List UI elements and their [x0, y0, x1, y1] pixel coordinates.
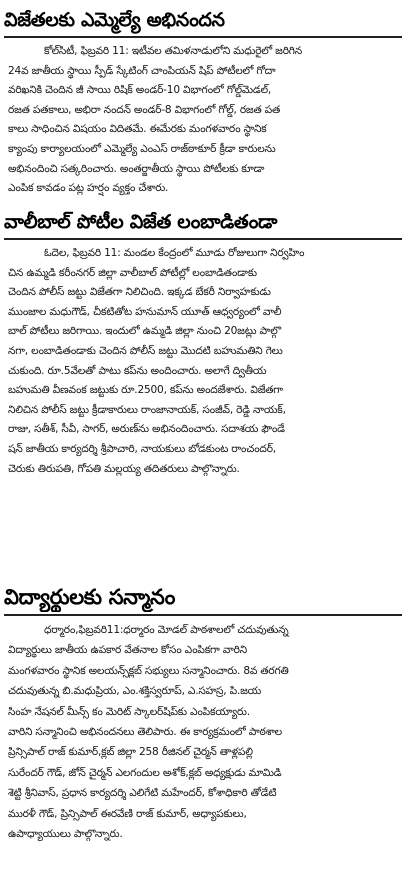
headline: వాలీబాల్ పోటీల విజేత లంబాడితండా: [4, 211, 278, 233]
article-body: [0, 42, 406, 199]
article-volleyball-winners: [0, 208, 406, 479]
text-line: సురేందర్ గౌడ్, జోన్ చైర్మన్ ఎలగందుల అశోక్,క్లబ్ అధ్యక్షుడు మామిడి: [8, 766, 282, 779]
text-line: వారిని సన్మానించి అభినందనలు తెలిపారు. ఈ కార్యక్రమంలో పాఠశాల: [8, 726, 282, 739]
article-body: [0, 244, 406, 479]
text-line: నగా, లంబాడితండాకు చెందిన పోలీస్ జట్టు మొదటి బహుమతిని గెలు: [8, 344, 283, 357]
headline: విజేతలకు ఎమ్మెల్యే అభినందన: [4, 9, 225, 31]
text-line: షన్ జాతీయ కార్యదర్శి శ్రీపాచారి, నాయకులు బోడకుంట రాంచందర్,: [8, 442, 276, 455]
text-line: బహుమతి వీణవంక జట్టుకు రూ.2500, కప్‌ను అందజేశారు. విజేతగా: [8, 384, 283, 397]
text-line: విద్యార్థులు జాతీయ ఉపకార వేతనాల కోసం ఎంపికగా వారిని: [8, 644, 247, 657]
text-line: కోల్‌సిటీ, ఫిబ్రవరి 11: ఇటీవల తమిళనాడులోని మధురైలో జరిగిన: [44, 45, 303, 57]
text-line: చెందిన పోలీస్ జట్టు విజేతగా నిలిచింది. ఇక్కడ బేకరీ నిర్వాహకుడు: [8, 286, 271, 299]
headline-underline: [4, 36, 402, 38]
headline: విద్యార్థులకు సన్మానం: [4, 585, 176, 609]
text-line: చెరుకు తిరుపతి, గోపతి మల్లయ్య తదితరులు పాల్గొన్నారు.: [8, 462, 240, 475]
text-line: చిన ఉమ్మడి కరీంనగర్ జిల్లా వాలీబాల్ పోటీల్లో లంబాడితండాకు: [8, 266, 257, 279]
headline-underline: [4, 238, 402, 240]
text-line: మంగళవారం స్థానిక అలయన్స్‌క్లబ్ సభ్యులు సన్మానించారు. 8వ తరగతి: [8, 664, 289, 677]
text-line: రాజు, సతీశ్, సీవీ, సాగర్, అరుణ్‌ను అభినందించారు. సదాశయ ఫౌండే: [8, 423, 285, 436]
text-line: ఎంపిక కావడం పట్ల హర్షం వ్యక్తం చేశారు.: [8, 182, 169, 195]
text-line: ధర్మారం,ఫిబ్రవరి11:ధర్మారం మోడల్ పాఠశాలలో చదువుతున్న: [44, 624, 289, 636]
text-line: ఓదెల, ఫిబ్రవరి 11: మండల కేంద్రంలో మూడు రోజులుగా నిర్వహిం: [44, 247, 305, 259]
text-line: క్యాంపు కార్యాలయంలో ఎమ్మెల్యే ఎంఎస్ రాజ్‌ఠాకూర్ క్రీడా కారులను: [8, 142, 276, 155]
text-line: కాలు సాధించిన విషయం విదితమే. ఈమేరకు మంగళవారం స్థానిక: [8, 123, 267, 136]
text-line: అభినందించి సత్కరించారు. అంతర్జాతీయ స్థాయి పోటీలకు కూడా: [8, 162, 265, 175]
text-line: మురళీ గౌడ్, ప్రిన్సిపాల్ ఈరవేణి రాజ్ కుమార్, అధ్యాపకులు,: [8, 807, 247, 820]
text-line: ముంజాల మధుగౌడ్, చీకటితోట హనుమాన్ యూత్ ఆధ్వర్యంలో వాలీ: [8, 305, 282, 318]
text-line: శెట్టి శ్రీనివాస్, ప్రధాన కార్యదర్శి ఎలిగేటి మహేందర్, కోశాధికారి తోడేటి: [8, 787, 277, 800]
text-line: ప్రిన్సిపాల్ రాజ్ కుమార్,క్లబ్ జిల్లా 258 రీజినల్ చైర్మన్ తాళ్లపల్లి: [8, 746, 253, 759]
text-line: రజత పతకాలు, అభిరా నందన్ అండర్-8 విభాగంలో గోల్డ్, రజత పత: [8, 103, 281, 116]
headline-underline: [4, 614, 402, 616]
text-line: సింహ నేషనల్ మీన్స్ కం మెరిట్ స్కాలర్‌షిప్‌కు ఎంపికయ్యారు.: [8, 705, 250, 718]
text-line: ఉపాధ్యాయులు పాల్గొన్నారు.: [8, 828, 123, 841]
text-line: బాల్ పోటీలు జరిగాయి. ఇందులో ఉమ్మడి జిల్లా నుంచి 20జట్లు పాల్గొ: [8, 325, 281, 338]
article-mla-felicitation: [0, 6, 406, 199]
text-line: 24వ జాతీయ స్థాయి స్పీడ్ స్కేటింగ్ చాంపియన్ షిప్ పోటీలలో గోదా: [8, 64, 276, 77]
text-line: వరిఖనికి చెందిన జీ సాయి రిషిక్ అండర్-10 విభాగంలో గోల్డ్‌మెడల్,: [8, 84, 272, 97]
text-line: చుకుంది. రూ.5వేలతో పాటు కప్‌ను అందించారు. అలాగే ద్వితీయ: [8, 364, 267, 377]
text-line: నిలిచిన పోలీస్ జట్టు క్రీడాకారులు రాంజానాయక్, సంజీవ్, రెడ్డి నాయక్,: [8, 403, 286, 416]
article-body: [0, 620, 406, 844]
text-line: చదువుతున్న బి.మధుప్రియ, ఎం.శక్తిస్వరూప్, ఎ.సహస్ర, పి.జయ: [8, 685, 262, 698]
article-students-felicitation: [0, 582, 406, 844]
